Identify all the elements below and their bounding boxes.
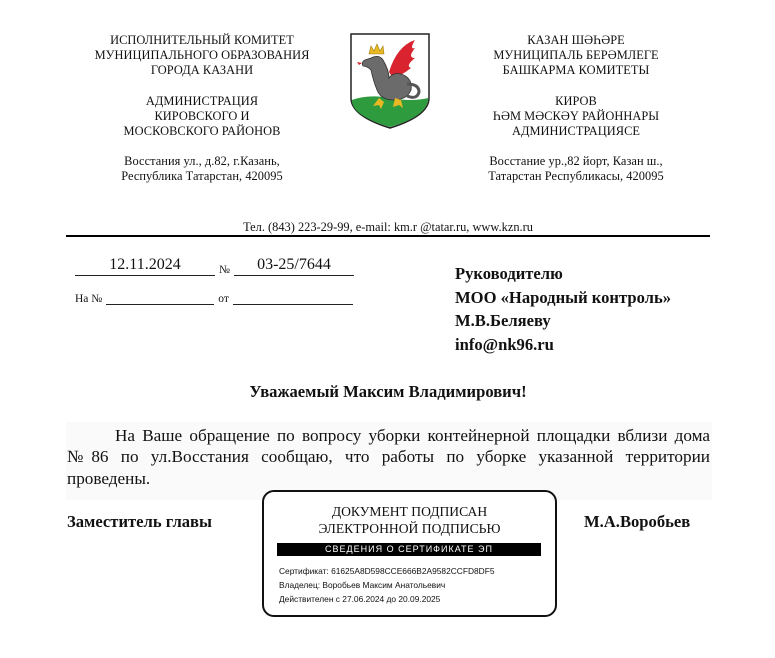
in-reply-row: [75, 290, 353, 306]
addressee-line: М.В.Беляеву: [455, 311, 551, 330]
header-left-org-line: ГОРОДА КАЗАНИ: [150, 63, 254, 78]
header-right-org-line: КАЗАН ШӘҺӘРЕ: [527, 33, 625, 47]
stamp-title: [264, 503, 555, 537]
in-reply-number-field: [106, 290, 214, 305]
contact-line: Тел. (843) 223-29-99, e-mail: km.r @tatar.ru, www.kzn.ru: [243, 220, 533, 234]
number-field: [234, 251, 354, 276]
number-label: №: [219, 264, 230, 276]
date-field: [75, 251, 215, 276]
header-right-org-line: МУНИЦИПАЛЬ БЕРӘМЛЕГЕ: [493, 48, 659, 63]
header-right-org-line: БАШКАРМА КОМИТЕТЫ: [502, 63, 650, 78]
header-right-admin-line: АДМИНИСТРАЦИЯСЕ: [511, 124, 641, 139]
header-left-admin-line: АДМИНИСТРАЦИЯ: [145, 93, 259, 108]
header-left-address-line: Республика Татарстан, 420095: [121, 169, 283, 184]
stamp-title-line: ДОКУМЕНТ ПОДПИСАН: [331, 504, 488, 519]
header-left-admin-line: КИРОВСКОГО И: [154, 108, 250, 123]
header-right-admin-line: КИРОВ: [555, 93, 597, 108]
date-value: 12.11.2024: [109, 256, 181, 273]
header-right-address-line: Татарстан Республикасы, 420095: [488, 169, 664, 184]
kazan-coat-of-arms-icon: [349, 32, 431, 130]
stamp-certificate-bar: СВЕДЕНИЯ О СЕРТИФИКАТЕ ЭП: [277, 543, 541, 556]
header-left-org-line: МУНИЦИПАЛЬНОГО ОБРАЗОВАНИЯ: [94, 48, 310, 63]
signatory-position: Заместитель главы: [67, 512, 212, 531]
in-reply-date-field: [233, 290, 353, 305]
addressee-line: МОО «Народный контроль»: [455, 287, 672, 307]
header-left-org-line: ИСПОЛНИТЕЛЬНЫЙ КОМИТЕТ: [110, 33, 294, 47]
signatory-name: М.А.Воробьев: [584, 512, 691, 531]
e-signature-stamp: [262, 490, 557, 617]
addressee-email: info@nk96.ru: [455, 334, 554, 354]
stamp-validity: Действителен с 27.06.2024 до 20.09.2025: [279, 594, 441, 604]
addressee-line: Руководителю: [455, 264, 563, 283]
greeting: Уважаемый Максим Владимирович!: [249, 382, 527, 401]
from-label: от: [218, 293, 229, 305]
number-value: 03-25/7644: [257, 256, 331, 273]
header-left-admin-line: МОСКОВСКОГО РАЙОНОВ: [123, 124, 281, 139]
header-left-russian: [62, 33, 342, 185]
header-right-address-line: Восстание ур.,82 йорт, Казан ш.,: [489, 154, 663, 169]
header-left-address-line: Восстания ул., д.82, г.Казань,: [124, 154, 280, 169]
letter-body: На Ваше обращение по вопросу уборки контейнерной площадки вблизи дома №86 по ул.Восстания сообщаю, что работы по уборке указанной территории проведены.: [67, 426, 710, 488]
stamp-title-line: ЭЛЕКТРОННОЙ ПОДПИСЬЮ: [318, 521, 501, 536]
header-right-tatar: [448, 33, 704, 185]
registration-row: [75, 251, 354, 275]
stamp-certificate-serial: Сертификат: 61625A8D598CCE666B2A9582CCFD8DF5: [279, 566, 495, 576]
stamp-certificate-info: [279, 564, 494, 606]
in-reply-label: На №: [75, 293, 103, 305]
stamp-owner: Владелец: Воробьев Максим Анатольевич: [279, 580, 446, 590]
addressee-block: [455, 262, 671, 356]
header-divider: [66, 235, 710, 237]
header-right-admin-line: ҺӘМ МӘСКӘҮ РАЙОННАРЫ: [492, 108, 660, 123]
